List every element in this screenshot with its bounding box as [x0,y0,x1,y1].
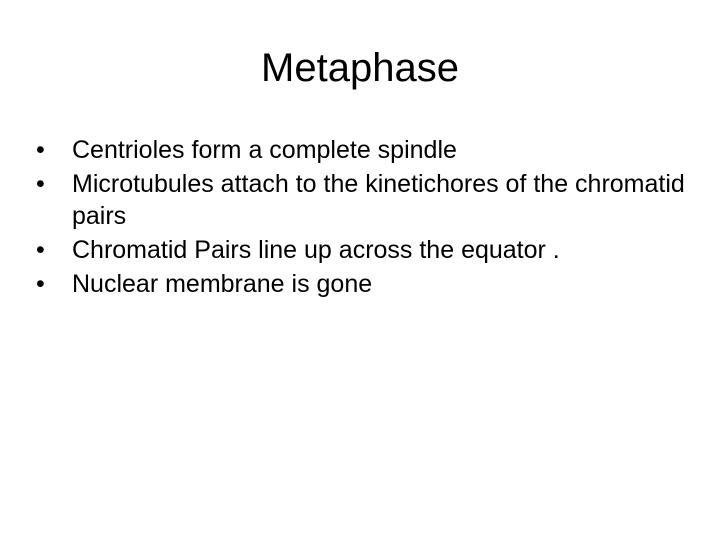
bullet-item [36,168,696,232]
slide-title: Metaphase [261,46,459,90]
bullet-item [36,134,696,166]
bullet-item [36,268,696,300]
bullet-item [36,234,696,266]
bullet-text: Centrioles form a complete spindle [72,136,457,164]
bullet-list [36,134,696,302]
bullet-text: Nuclear membrane is gone [72,270,373,298]
bullet-icon: • [36,236,45,264]
bullet-icon: • [36,170,45,198]
bullet-icon: • [36,270,45,298]
bullet-text: Chromatid Pairs line up across the equator . [72,236,560,264]
bullet-text: Microtubules attach to the kinetichores of the chromatid pairs [72,170,685,230]
bullet-icon: • [36,136,45,164]
